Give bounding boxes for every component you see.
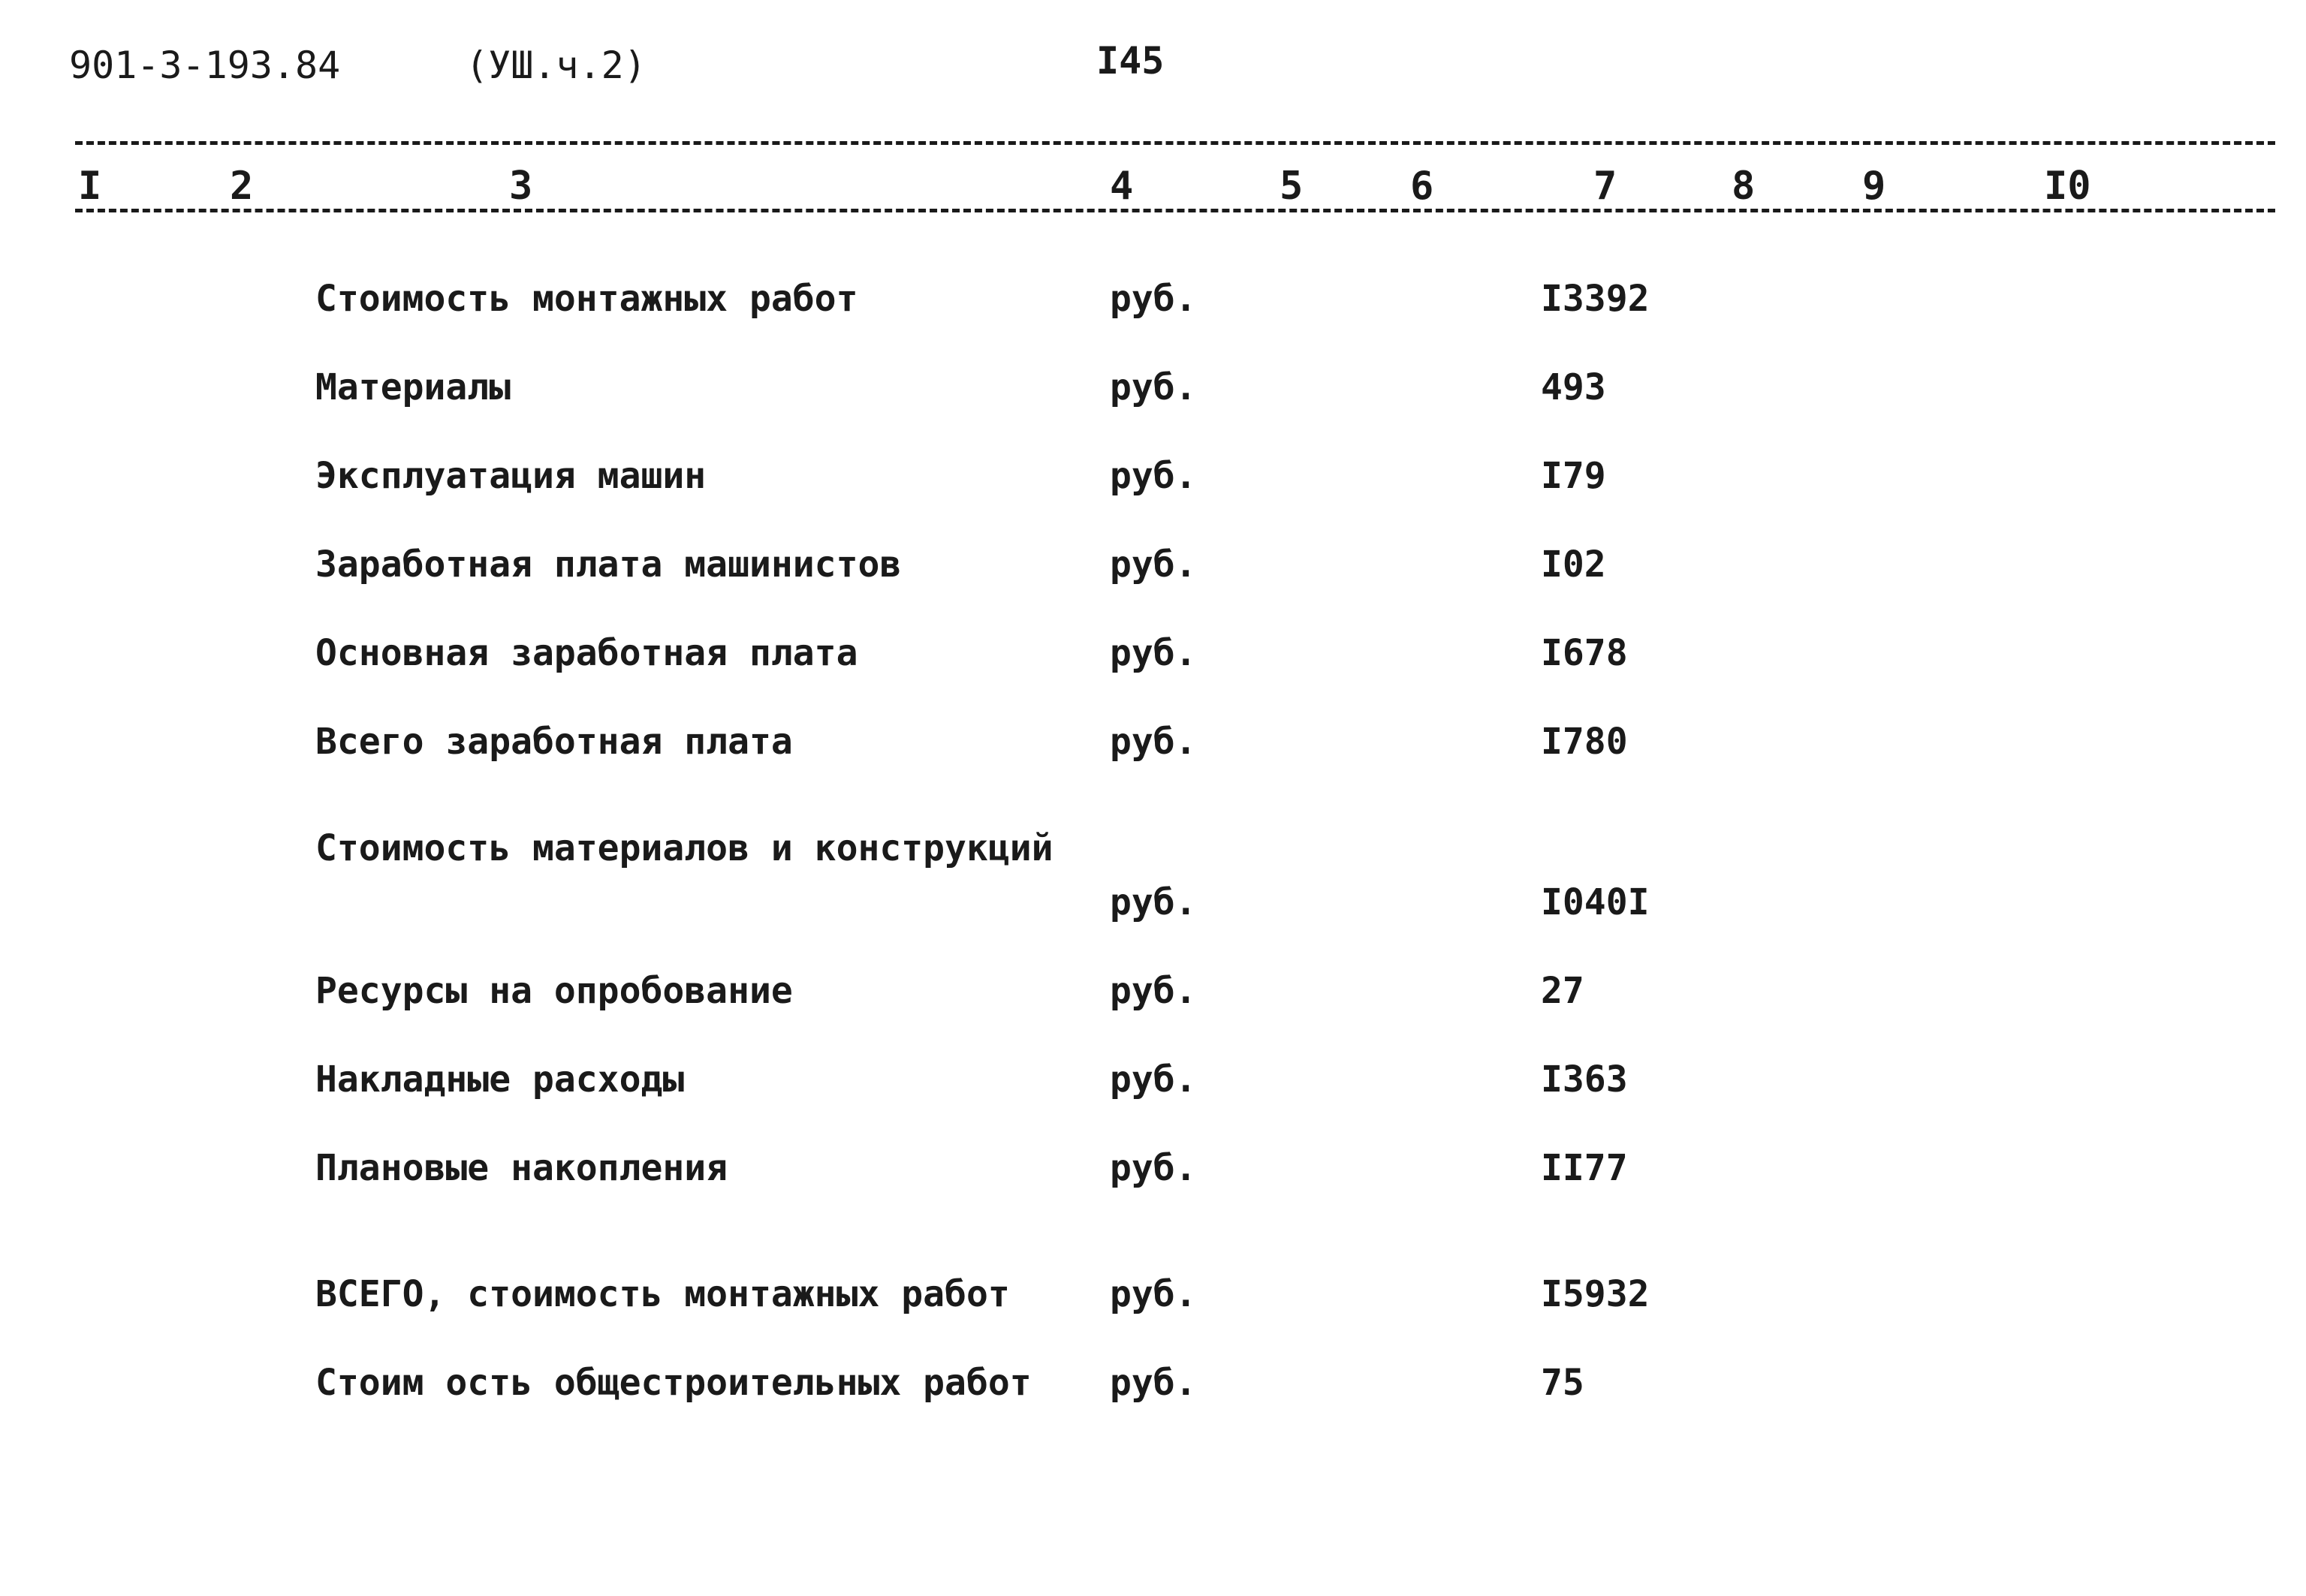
page-number: I45 — [1096, 39, 1165, 83]
row-value: I040I — [1541, 881, 1650, 923]
bottom-dashed-rule — [75, 209, 2275, 212]
row-value: 493 — [1541, 366, 1606, 408]
row-value: I79 — [1541, 455, 1606, 497]
row-label: Всего заработная плата — [315, 721, 793, 763]
row-unit: руб. — [1110, 366, 1197, 408]
row-unit: руб. — [1110, 970, 1197, 1012]
row-label: Эксплуатация машин — [315, 455, 707, 497]
column-number-6: 6 — [1410, 164, 1434, 209]
column-number-4: 4 — [1110, 164, 1134, 209]
row-unit: руб. — [1110, 455, 1197, 497]
row-value: 75 — [1541, 1362, 1584, 1404]
row-unit: руб. — [1110, 1058, 1197, 1101]
column-number-2: 2 — [230, 164, 254, 209]
row-label: Накладные расходы — [315, 1058, 685, 1101]
row-unit: руб. — [1110, 544, 1197, 586]
column-number-7: 7 — [1593, 164, 1617, 209]
row-label: Стоимость материалов и конструкций — [315, 827, 1054, 869]
row-label: Стоим ость общестроительных работ — [315, 1362, 1032, 1404]
row-value: I363 — [1541, 1058, 1628, 1101]
row-value: I678 — [1541, 632, 1628, 674]
document-code: 901-3-193.84 — [69, 44, 341, 87]
column-number-8: 8 — [1732, 164, 1756, 209]
row-label: Плановые накопления — [315, 1147, 728, 1189]
section-label: (УШ.ч.2) — [466, 44, 647, 87]
column-number-9: 9 — [1862, 164, 1886, 209]
row-label: Стоимость монтажных работ — [315, 278, 858, 320]
row-label: Материалы — [315, 366, 511, 408]
total-unit: руб. — [1110, 1273, 1197, 1315]
row-value: I02 — [1541, 544, 1606, 586]
row-value: I780 — [1541, 721, 1628, 763]
row-unit: руб. — [1110, 1362, 1197, 1404]
row-label: Основная заработная плата — [315, 632, 858, 674]
column-number-5: 5 — [1280, 164, 1304, 209]
row-value: I3392 — [1541, 278, 1650, 320]
row-value: II77 — [1541, 1147, 1628, 1189]
row-unit: руб. — [1110, 632, 1197, 674]
column-number-1: I — [78, 164, 102, 209]
column-number-10: I0 — [2044, 164, 2091, 209]
total-value: I5932 — [1541, 1273, 1650, 1315]
row-unit: руб. — [1110, 278, 1197, 320]
row-label: Заработная плата машинистов — [315, 544, 902, 586]
row-label: Ресурсы на опробование — [315, 970, 793, 1012]
row-unit: руб. — [1110, 1147, 1197, 1189]
top-dashed-rule — [75, 141, 2275, 145]
column-number-3: 3 — [509, 164, 533, 209]
total-label: ВСЕГО, стоимость монтажных работ — [315, 1273, 1010, 1315]
row-unit: руб. — [1110, 881, 1197, 923]
row-value: 27 — [1541, 970, 1584, 1012]
row-unit: руб. — [1110, 721, 1197, 763]
